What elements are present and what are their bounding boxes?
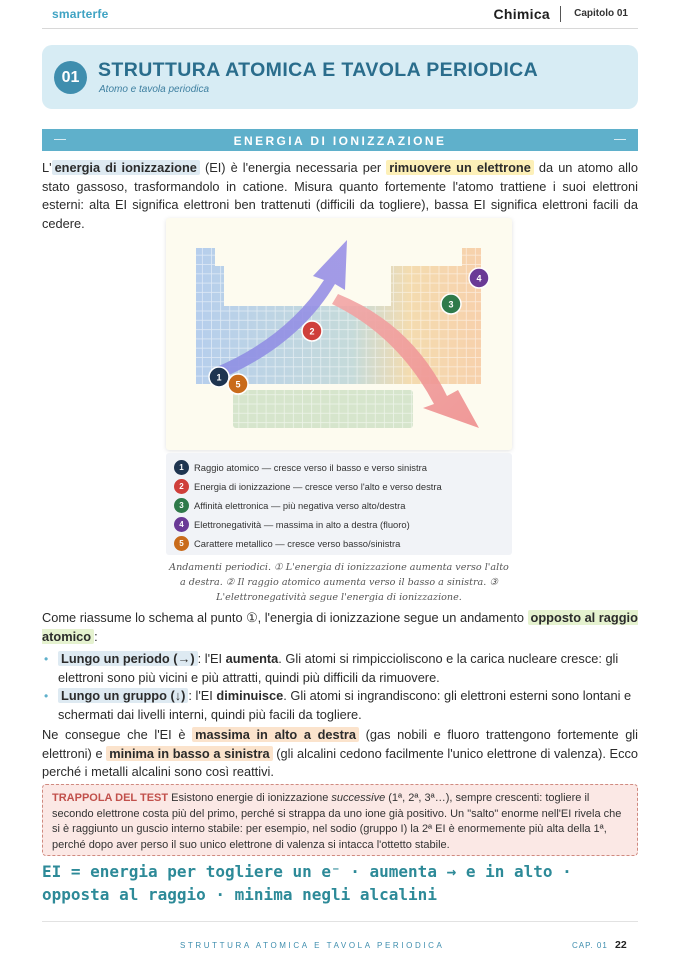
chapter-subtitle: Atomo e tavola periodica — [99, 84, 210, 95]
bullet-label: Lungo un periodo (→) — [58, 651, 198, 666]
legend-number: 3 — [174, 498, 189, 513]
brand-name: smarterfe — [52, 7, 109, 21]
footer-divider — [42, 921, 638, 922]
chapter-title-box — [42, 45, 638, 109]
bullet-text: : l'EI — [197, 651, 226, 666]
bullet-text: . Gli atomi si ingrandiscono: gli elettroni esterni sono lontani e schermati dai livelli interni, quindi più facili da togliere. — [58, 688, 632, 722]
figure-caption: Andamenti periodici. ① L'energia di ionizzazione aumenta verso l'alto a destra. ② Il raggio atomico aumenta verso il basso a sinistra. ③ L'elettronegatività segue l'energia di ionizzazione. — [169, 562, 509, 603]
subject-title: Chimica — [493, 6, 550, 22]
intro-text: L' — [42, 160, 52, 175]
list-item — [42, 687, 638, 724]
term-highlight: energia di ionizzazione — [52, 160, 200, 175]
legend-text: Affinità elettronica — più negativa verso alto/destra — [194, 500, 406, 511]
legend-item — [174, 460, 427, 476]
bullet-dot-icon: • — [44, 652, 49, 666]
list-item — [42, 650, 638, 687]
legend-number: 4 — [174, 517, 189, 532]
trap-label: TRAPPOLA DEL TEST — [52, 792, 169, 804]
legend-text: Raggio atomico — cresce verso il basso e verso sinistra — [194, 462, 427, 473]
section-dash-right — [614, 139, 626, 140]
trend-marker-2 — [302, 321, 322, 341]
svg-text:4: 4 — [476, 273, 482, 284]
opposite-radius-highlight: opposto al raggio atomico — [42, 610, 638, 644]
max-highlight: massima in alto a destra — [192, 727, 359, 742]
figure-legend — [166, 453, 512, 555]
periodic-trends-figure — [166, 218, 512, 450]
chapter-number-badge: 01 — [54, 61, 87, 94]
section-heading-bar — [42, 129, 638, 151]
trap-text: (1ª, 2ª, 3ª…), sempre crescenti: togliere il secondo elettrone costa più del primo, perché si strappa da uno ione già positivo. Un "salto" enorme nell'EI rivela che si è raggiunto un guscio interno stabile: per esempio, nel sodio (gruppo I) la 2ª EI è enormemente più alta della 1ª, perché dopo aver perso il suo unico elettrone di valenza si intacca l'ottetto stabile. — [52, 792, 622, 851]
legend-item — [174, 479, 442, 495]
legend-text: Elettronegatività — massima in alto a destra (fluoro) — [194, 519, 410, 530]
chapter-label: Capitolo 01 — [574, 8, 628, 19]
footer-title: STRUTTURA ATOMICA E TAVOLA PERIODICA — [180, 941, 445, 950]
footer-chapter: CAP. 01 — [572, 941, 608, 950]
legend-text: Carattere metallico — cresce verso basso/sinistra — [194, 538, 401, 549]
legend-item — [174, 517, 410, 533]
legend-number: 1 — [174, 460, 189, 475]
chapter-title: STRUTTURA ATOMICA E TAVOLA PERIODICA — [98, 59, 539, 81]
section-title: ENERGIA DI IONIZZAZIONE — [233, 134, 447, 148]
svg-text:2: 2 — [309, 326, 315, 337]
legend-item — [174, 536, 400, 552]
min-highlight: minima in basso a sinistra — [106, 746, 272, 761]
trap-italic: successive — [331, 792, 386, 804]
bullet-label: Lungo un gruppo (↓) — [58, 688, 188, 703]
consequence-text: Ne consegue che l'EI è — [42, 727, 193, 742]
consequence-paragraph — [42, 726, 638, 782]
test-trap-box — [42, 784, 638, 856]
bullet-text: : l'EI — [188, 688, 217, 703]
page-number: 22 — [615, 939, 627, 951]
consequence-text: (gli alcalini cedono facilmente l'unico elettrone di valenza). Ecco perché i metalli alcalini sono così reattivi. — [42, 745, 638, 779]
trend-text: Come riassume lo schema al punto ①, l'energia di ionizzazione segue un andamento — [42, 610, 528, 625]
trend-marker-5 — [228, 374, 248, 394]
trend-paragraph — [42, 609, 638, 646]
bullet-bold: diminuisce — [216, 688, 284, 703]
trend-marker-3 — [441, 294, 461, 314]
header-divider — [560, 6, 561, 22]
page-header — [42, 0, 638, 29]
legend-item — [174, 498, 405, 514]
svg-text:3: 3 — [448, 299, 454, 310]
action-highlight: rimuovere un elettrone — [386, 160, 534, 175]
bullet-dot-icon: • — [44, 689, 49, 703]
periodic-table-diagram — [166, 218, 512, 450]
summary-formula: EI = energia per togliere un e⁻ · aumenta → e in alto · opposta al raggio · minima negli alcalini — [42, 862, 572, 904]
legend-text: Energia di ionizzazione — cresce verso l'alto e verso destra — [194, 481, 442, 492]
consequence-text: (gas nobili e fluoro trattengono fortemente gli elettroni) e — [42, 727, 638, 761]
legend-number: 2 — [174, 479, 189, 494]
svg-text:1: 1 — [216, 372, 222, 383]
bullet-text: . Gli atomi si rimpiccioliscono e la carica nucleare cresce: gli elettroni sono più vicini e più attratti, quindi più difficili da rimuovere. — [58, 651, 619, 685]
intro-text: da un atomo allo stato gassoso, trasformandolo in catione. Misura quanto fortemente l'atomo trattiene i suoi elettroni esterni: alta EI significa elettroni ben trattenuti (difficili da togliere), bassa EI significa elettroni facili da cedere. — [42, 160, 638, 231]
trend-text: : — [94, 628, 98, 644]
intro-text: (EI) è l'energia necessaria per — [199, 160, 387, 175]
trend-marker-1 — [209, 367, 229, 387]
legend-number: 5 — [174, 536, 189, 551]
trap-text: Esistono energie di ionizzazione — [168, 792, 332, 804]
bullet-bold: aumenta — [225, 651, 279, 666]
trend-marker-4 — [469, 268, 489, 288]
svg-text:5: 5 — [235, 379, 241, 390]
